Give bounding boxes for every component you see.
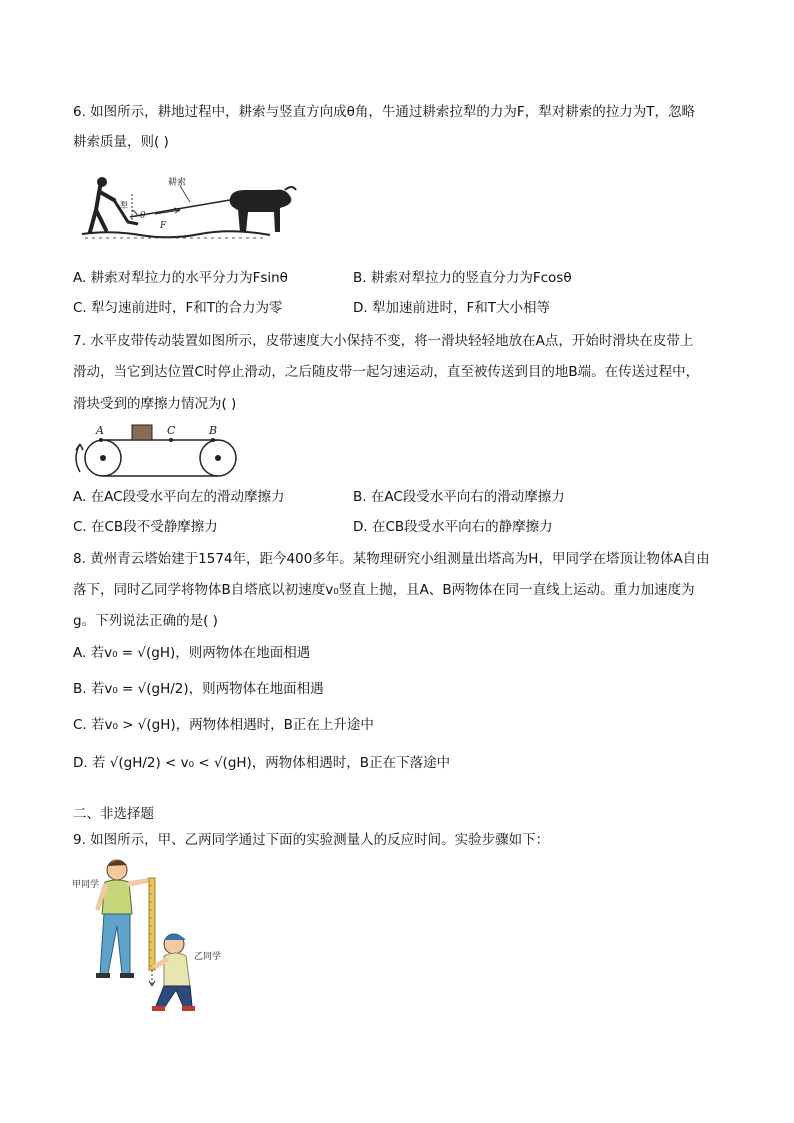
q7-option-b: B. 在AC段受水平向右的滑动摩擦力 xyxy=(353,489,565,505)
q7-option-d: D. 在CB段受水平向右的静摩擦力 xyxy=(353,519,553,535)
q8-stem-line2: 落下，同时乙同学将物体B自塔底以初速度v₀竖直上抛，且A、B两物体在同一直线上运动。重力加速度为 xyxy=(73,582,695,598)
q6-option-c: C. 犁匀速前进时，F和T的合力为零 xyxy=(73,300,283,316)
conveyor-figure xyxy=(70,420,245,480)
point-A-label: A xyxy=(96,424,104,437)
q7-option-a: A. 在AC段受水平向左的滑动摩擦力 xyxy=(73,489,285,505)
q9-stem-line1: 9. 如图所示，甲、乙两同学通过下面的实验测量人的反应时间。实验步骤如下： xyxy=(73,832,550,848)
point-B-label: B xyxy=(209,424,218,437)
reaction-time-figure xyxy=(72,856,232,1021)
rope-label: 耕索 xyxy=(168,178,187,188)
q8-option-b: B. 若v₀ = √(gH/2)，则两物体在地面相遇 xyxy=(73,681,324,697)
q8-option-a: A. 若v₀ = √(gH)，则两物体在地面相遇 xyxy=(73,645,311,661)
q6-stem-line1: 6. 如图所示，耕地过程中，耕索与竖直方向成θ角，牛通过耕索拉犁的力为F，犁对耕索的拉力为T，忽略 xyxy=(73,104,695,120)
student-jia-label: 甲同学 xyxy=(72,880,100,890)
q7-stem-line1: 7. 水平皮带传动装置如图所示，皮带速度大小保持不变，将一滑块轻轻地放在A点，开始时滑块在皮带上 xyxy=(73,333,694,349)
q7-option-c: C. 在CB段不受静摩擦力 xyxy=(73,519,218,535)
section-title: 二、非选择题 xyxy=(73,806,154,822)
q8-stem-line3: g。下列说法正确的是( ) xyxy=(73,613,218,629)
plowing-figure xyxy=(80,172,300,242)
theta-label: θ xyxy=(140,211,146,221)
q6-option-b: B. 耕索对犁拉力的竖直分力为Fcosθ xyxy=(353,270,572,286)
q6-option-a: A. 耕索对犁拉力的水平分力为Fsinθ xyxy=(73,270,288,286)
q7-stem-line3: 滑块受到的摩擦力情况为( ) xyxy=(73,396,237,412)
q6-stem-line2: 耕索质量，则( ) xyxy=(73,134,169,150)
q8-stem-line1: 8. 黄州青云塔始建于1574年，距今400多年。某物理研究小组测量出塔高为H，甲同学在塔顶让物体A自由 xyxy=(73,551,710,567)
q7-stem-line2: 滑动，当它到达位置C时停止滑动，之后随皮带一起匀速运动，直至被传送到目的地B端。在传送过程中， xyxy=(73,364,700,380)
student-yi-label: 乙同学 xyxy=(194,952,222,962)
point-C-label: C xyxy=(167,424,176,437)
q6-option-d: D. 犁加速前进时，F和T大小相等 xyxy=(353,300,550,316)
q8-option-d: D. 若 √(gH/2) < v₀ < √(gH)，两物体相遇时，B正在下落途中 xyxy=(73,755,451,771)
q8-option-c: C. 若v₀ > √(gH)，两物体相遇时，B正在上升途中 xyxy=(73,717,374,733)
force-F-label: F xyxy=(160,221,167,231)
plow-label: 犁 xyxy=(120,201,128,210)
